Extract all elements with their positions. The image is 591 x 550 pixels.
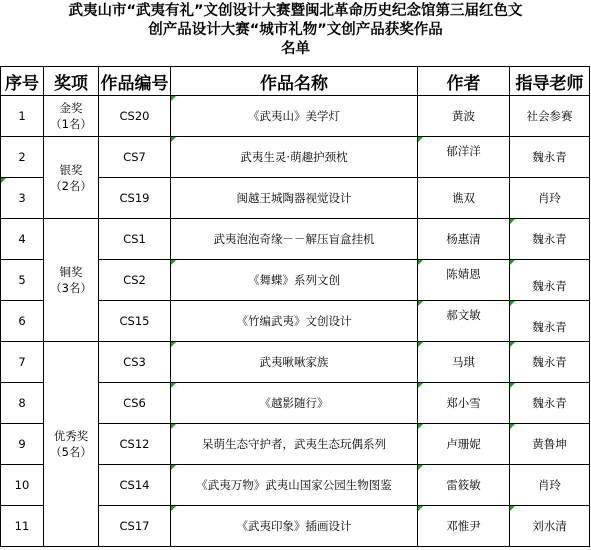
cell-no[interactable]: 9 bbox=[1, 424, 44, 465]
award-name: 金奖 bbox=[59, 101, 83, 115]
cell-author-text: 郁洋洋 bbox=[446, 144, 481, 158]
comment-marker-icon bbox=[418, 260, 423, 265]
cell-advisor[interactable]: 魏永青 bbox=[510, 137, 590, 178]
cell-name-text: 《越影随行》 bbox=[259, 396, 329, 410]
table-row bbox=[1, 96, 590, 137]
cell-author-text: 马琪 bbox=[452, 355, 475, 369]
table-row bbox=[1, 219, 590, 260]
cell-no[interactable]: 10 bbox=[1, 465, 44, 506]
comment-marker-icon bbox=[171, 260, 176, 265]
cell-name[interactable] bbox=[171, 424, 418, 465]
award-count: （1名） bbox=[50, 117, 92, 131]
award-name: 优秀奖 bbox=[53, 429, 89, 443]
cell-author-text: 郑小雪 bbox=[446, 396, 481, 410]
comment-marker-icon bbox=[171, 137, 176, 142]
comment-marker-icon bbox=[1, 178, 6, 183]
comment-marker-icon bbox=[510, 424, 515, 429]
cell-name[interactable] bbox=[171, 96, 418, 137]
cell-code[interactable]: CS14 bbox=[99, 465, 171, 506]
cell-advisor[interactable]: 社会参赛 bbox=[510, 96, 590, 137]
cell-author-text: 郝文敏 bbox=[446, 308, 481, 322]
cell-advisor[interactable]: 肖玲 bbox=[510, 465, 590, 506]
cell-name-text: 《舞蝶》系列文创 bbox=[248, 273, 340, 287]
comment-marker-icon bbox=[418, 506, 423, 511]
table-row bbox=[1, 137, 590, 178]
cell-advisor[interactable]: 肖玲 bbox=[510, 178, 590, 219]
cell-no[interactable]: 2 bbox=[1, 137, 44, 178]
cell-name-text: 呆萌生态守护者，武夷生态玩偶系列 bbox=[202, 437, 386, 451]
cell-name[interactable] bbox=[171, 342, 418, 383]
header-row bbox=[1, 67, 590, 96]
cell-code[interactable]: CS3 bbox=[99, 342, 171, 383]
cell-author[interactable] bbox=[418, 506, 510, 547]
award-count: （3名） bbox=[50, 281, 92, 295]
cell-name[interactable] bbox=[171, 383, 418, 424]
cell-advisor-text: 魏永青 bbox=[532, 355, 567, 369]
cell-code[interactable]: CS17 bbox=[99, 506, 171, 547]
header-code[interactable]: 作品编号 bbox=[99, 67, 171, 96]
cell-name[interactable] bbox=[171, 465, 418, 506]
comment-marker-icon bbox=[418, 342, 423, 347]
cell-award-excellent[interactable] bbox=[44, 342, 99, 547]
cell-award-silver[interactable] bbox=[44, 137, 99, 219]
cell-advisor[interactable] bbox=[510, 301, 590, 342]
awards-table bbox=[0, 66, 590, 547]
cell-code[interactable]: CS1 bbox=[99, 219, 171, 260]
comment-marker-icon bbox=[510, 342, 515, 347]
header-award[interactable]: 奖项 bbox=[44, 67, 99, 96]
cell-author-text: 陈婧恩 bbox=[446, 267, 481, 281]
cell-advisor[interactable] bbox=[510, 506, 590, 547]
cell-author-text: 雷筱敏 bbox=[446, 478, 481, 492]
header-advisor[interactable]: 指导老师 bbox=[510, 67, 590, 96]
comment-marker-icon bbox=[171, 506, 176, 511]
cell-name[interactable] bbox=[171, 137, 418, 178]
award-count: （2名） bbox=[50, 178, 92, 193]
cell-author[interactable]: 杨惠清 bbox=[418, 219, 510, 260]
cell-name-text: 武夷啾啾家族 bbox=[259, 355, 329, 369]
cell-code[interactable]: CS2 bbox=[99, 260, 171, 301]
cell-name[interactable] bbox=[171, 506, 418, 547]
cell-author-text: 邓惟尹 bbox=[446, 519, 481, 533]
cell-no[interactable]: 7 bbox=[1, 342, 44, 383]
comment-marker-icon bbox=[171, 465, 176, 470]
cell-no[interactable]: 4 bbox=[1, 219, 44, 260]
table-row bbox=[1, 342, 590, 383]
cell-advisor[interactable] bbox=[510, 219, 590, 260]
cell-no[interactable]: 11 bbox=[1, 506, 44, 547]
cell-advisor-text: 刘水清 bbox=[532, 519, 567, 533]
cell-author[interactable] bbox=[418, 424, 510, 465]
cell-no[interactable] bbox=[1, 178, 44, 219]
cell-advisor-text: 魏永青 bbox=[532, 396, 567, 410]
cell-name[interactable]: 闽越王城陶器视觉设计 bbox=[171, 178, 418, 219]
cell-advisor-text: 黄鲁坤 bbox=[532, 437, 567, 451]
cell-no[interactable]: 6 bbox=[1, 301, 44, 342]
header-no[interactable]: 序号 bbox=[1, 67, 44, 96]
comment-marker-icon bbox=[171, 96, 176, 101]
cell-author[interactable] bbox=[418, 465, 510, 506]
cell-code[interactable]: CS12 bbox=[99, 424, 171, 465]
award-count: （5名） bbox=[50, 445, 92, 459]
cell-name[interactable]: 《竹编武夷》文创设计 bbox=[171, 301, 418, 342]
cell-no-text: 3 bbox=[18, 191, 26, 205]
award-name: 银奖 bbox=[59, 162, 83, 177]
cell-author-text: 卢珊妮 bbox=[446, 437, 481, 451]
cell-name[interactable] bbox=[171, 260, 418, 301]
document-title bbox=[0, 0, 591, 66]
comment-marker-icon bbox=[418, 465, 423, 470]
comment-marker-icon bbox=[418, 383, 423, 388]
cell-name[interactable]: 武夷泡泡奇缘－－解压盲盒挂机 bbox=[171, 219, 418, 260]
cell-author[interactable] bbox=[418, 383, 510, 424]
cell-code[interactable]: CS20 bbox=[99, 96, 171, 137]
comment-marker-icon bbox=[418, 137, 423, 142]
cell-author[interactable] bbox=[418, 301, 510, 342]
cell-advisor[interactable] bbox=[510, 424, 590, 465]
comment-marker-icon bbox=[510, 383, 515, 388]
title-line-3: 名单 bbox=[281, 41, 310, 57]
header-author[interactable]: 作者 bbox=[418, 67, 510, 96]
comment-marker-icon bbox=[418, 301, 423, 306]
cell-code[interactable]: CS6 bbox=[99, 383, 171, 424]
cell-author[interactable] bbox=[418, 137, 510, 178]
title-line-1: 武夷山市“武夷有礼”文创设计大赛暨闽北革命历史纪念馆第三届红色文 bbox=[68, 3, 523, 19]
cell-advisor[interactable] bbox=[510, 383, 590, 424]
comment-marker-icon bbox=[510, 260, 515, 265]
cell-name-text: 《武夷印象》插画设计 bbox=[236, 519, 352, 533]
cell-author[interactable] bbox=[418, 260, 510, 301]
comment-marker-icon bbox=[171, 383, 176, 388]
cell-name-text: 《武夷万物》武夷山国家公园生物图鉴 bbox=[196, 478, 392, 492]
cell-advisor[interactable] bbox=[510, 342, 590, 383]
cell-code[interactable]: CS19 bbox=[99, 178, 171, 219]
cell-no[interactable]: 1 bbox=[1, 96, 44, 137]
cell-code[interactable]: CS15 bbox=[99, 301, 171, 342]
cell-advisor-text: 魏永青 bbox=[532, 232, 567, 246]
cell-author[interactable] bbox=[418, 342, 510, 383]
comment-marker-icon bbox=[171, 424, 176, 429]
cell-author[interactable]: 谯双 bbox=[418, 178, 510, 219]
cell-award-bronze[interactable] bbox=[44, 219, 99, 342]
cell-advisor-text: 魏永青 bbox=[532, 320, 567, 334]
cell-advisor-text: 魏永青 bbox=[532, 279, 567, 293]
comment-marker-icon bbox=[418, 424, 423, 429]
cell-author[interactable]: 黄波 bbox=[418, 96, 510, 137]
cell-code[interactable]: CS7 bbox=[99, 137, 171, 178]
header-name[interactable]: 作品名称 bbox=[171, 67, 418, 96]
title-line-2: 创产品设计大赛“城市礼物”文创产品获奖作品 bbox=[148, 22, 443, 38]
award-name: 铜奖 bbox=[59, 265, 83, 279]
comment-marker-icon bbox=[510, 219, 515, 224]
cell-no[interactable]: 5 bbox=[1, 260, 44, 301]
cell-name-text: 《武夷山》美学灯 bbox=[248, 109, 340, 123]
comment-marker-icon bbox=[171, 342, 176, 347]
cell-name-text: 武夷生灵·萌趣护颈枕 bbox=[240, 150, 348, 164]
cell-advisor[interactable] bbox=[510, 260, 590, 301]
comment-marker-icon bbox=[510, 506, 515, 511]
comment-marker-icon bbox=[510, 301, 515, 306]
cell-award-gold[interactable] bbox=[44, 96, 99, 137]
cell-no[interactable]: 8 bbox=[1, 383, 44, 424]
